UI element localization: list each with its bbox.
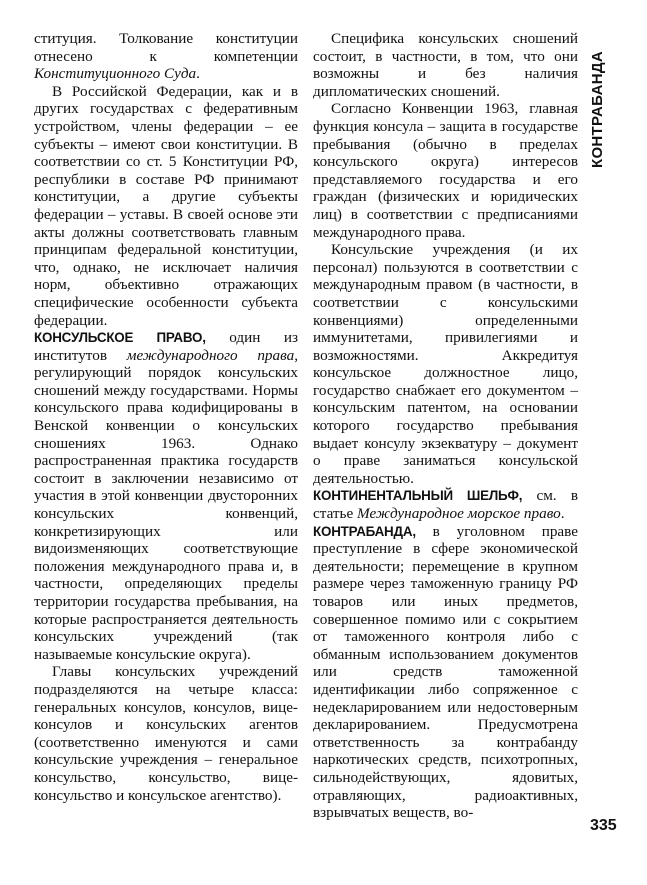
paragraph-consular-classes: Главы консульских учреждений подразделяются на четыре класса: генеральных консулов, консулов, вице-консулов и консульских агентов (соответственно именуются и сами консульские учреждения – генеральное консульство, консульство, вице-консульство и консульское агентство). (34, 663, 298, 804)
paragraph-consul-function: Согласно Конвенции 1963, главная функция консула – защита в государстве пребывания (обычно в пределах консульского округа) интересов представляемого государства и его граждан (физических и юридических лиц) в соответствии с предписаниями международного права. (313, 100, 578, 241)
text-fragment: , регулирующий порядок консульских сношений между государствами. Нормы консульского права кодифицированы в Венской конвенции о консульских сношениях 1963. Однако распространенная практика государств состоит в заключении независимо от участия в этой конвенции двусторонних консульских конвенций, конкретизирующих или видоизменяющих соответствующие положения международного права и, в частности, определяющих пределы территории государства пребывания, на которые распространяется деятельность консульских учреждений (так называемые консульские округа). (34, 346, 299, 663)
text-fragment: . (560, 505, 565, 523)
text-fragment: в уголовном праве преступление в сфере экономической деятельности; перемещение в крупном размере через таможенную границу РФ товаров или иных предметов, совершенное помимо или с сокрытием от таможенного контроля либо с обманным использованием документов или средств таможенной идентификации либо сопряженное с недекларированием или недостоверным декларированием. Предусмотрена ответственность за контрабанду наркотических средств, психотропных, сильнодействующих, ядовитых, отравляющих, радиоактивных, взрывчатых веществ, во- (313, 522, 578, 822)
headword-continental-shelf: КОНТИНЕНТАЛЬНЫЙ ШЕЛЬФ, (313, 488, 523, 504)
cross-reference: Международное морское право (357, 505, 561, 523)
running-head-text: КОНТРАБАНДА (589, 50, 607, 168)
headword-consular-law: КОНСУЛЬСКОЕ ПРАВО, (34, 330, 206, 346)
left-column (34, 30, 298, 804)
text-fragment: ституция. Толкование конституции отнесено к компетенции (34, 30, 298, 65)
text-fragment: см. в статье (313, 487, 578, 523)
paragraph-consular-immunities: Консульские учреждения (и их персонал) пользуются в соответствии с международным правом (в частности, в соответствии с консульскими конвенциями) определенными иммунитетами, привилегиями и возможностями. Аккредитуя консульское должностное лицо, государство снабжает его документом – консульским патентом, на основании которого государство пребывания выдает консулу экзекватуру – документ о праве заниматься консульской деятельностью. (313, 241, 578, 487)
entry-continental-shelf (313, 487, 578, 522)
paragraph-constitution-interpretation (34, 30, 298, 83)
right-column (313, 30, 578, 822)
cross-reference: международного права (126, 346, 295, 364)
cross-reference: Конституционного Суда (34, 65, 197, 83)
running-head (584, 34, 612, 184)
paragraph-federation-constitutions: В Российской Федерации, как и в других государствах с федеративным устройством, члены федерации – ее субъекты – имеют свои конституции. В соответствии со ст. 5 Конституции РФ, республики в составе РФ принимают конституции, а другие субъекты федерации – уставы. В своей основе эти акты должны соответствовать главным принципам федеральной конституции, что, однако, не исключает наличия норм, объективно отражающих специфические особенности субъекта федерации. (34, 82, 298, 329)
text-fragment: . (196, 65, 200, 83)
entry-consular-law (34, 329, 298, 663)
entry-contraband (313, 523, 578, 822)
paragraph-consular-specifics: Специфика консульских сношений состоит, в частности, в том, что они возможны и без наличия дипломатических сношений. (313, 30, 578, 100)
headword-contraband: КОНТРАБАНДА, (313, 523, 416, 539)
page-number: 335 (590, 817, 617, 834)
text-fragment: один из институтов (34, 329, 299, 364)
